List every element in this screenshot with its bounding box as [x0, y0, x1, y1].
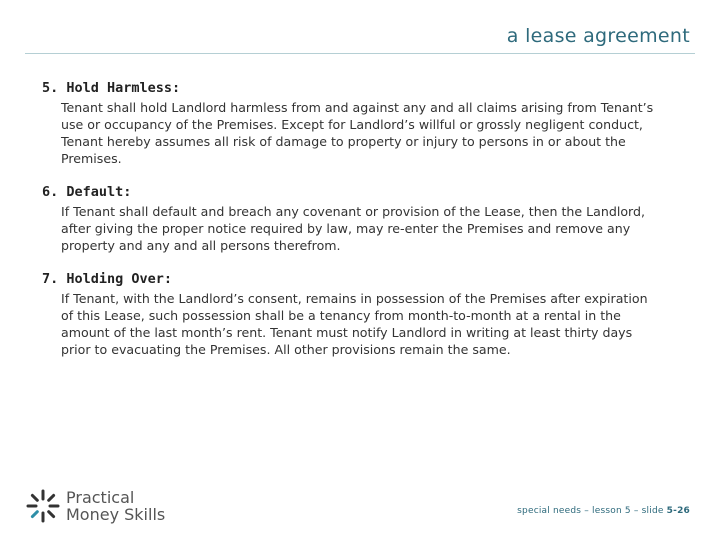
section-body: Tenant shall hold Landlord harmless from and against any and all claims arising from Tenant’s use or occupancy of the Premises. Except for Landlord’s willful or grossly negligent conduct, Tenant hereby assumes all risk of damage to property or injury to persons in or about the Premises.	[61, 100, 654, 166]
document-content	[42, 80, 662, 375]
section-body: If Tenant, with the Landlord’s consent, remains in possession of the Premises after expiration of this Lease, such possession shall be a tenancy from month-to-month at a rental in the amount of the last month’s rent. Tenant must notify Landlord in writing at least thirty days prior to evacuating the Premises. All other provisions remain the same.	[61, 291, 648, 357]
section-holding-over	[42, 271, 662, 358]
section-body: If Tenant shall default and breach any covenant or provision of the Lease, then the Landlord, after giving the proper notice required by law, may re-enter the Premises and remove any property and any and all persons therefrom.	[61, 204, 645, 253]
section-heading: 6. Default:	[42, 184, 132, 200]
title-divider	[25, 53, 695, 54]
section-hold-harmless	[42, 80, 662, 167]
page-title: a lease agreement	[506, 25, 690, 47]
logo-line-1: Practical	[66, 488, 135, 507]
slide-number: 5-26	[666, 506, 690, 516]
section-heading: 5. Hold Harmless:	[42, 80, 181, 96]
logo-text	[66, 489, 165, 523]
footer-text: special needs – lesson 5 – slide	[517, 506, 667, 516]
slide-footer	[517, 506, 690, 516]
section-default	[42, 184, 662, 254]
starburst-logo-icon	[25, 488, 61, 524]
logo-line-2: Money Skills	[66, 505, 166, 524]
brand-logo	[25, 486, 165, 526]
section-heading: 7. Holding Over:	[42, 271, 173, 287]
